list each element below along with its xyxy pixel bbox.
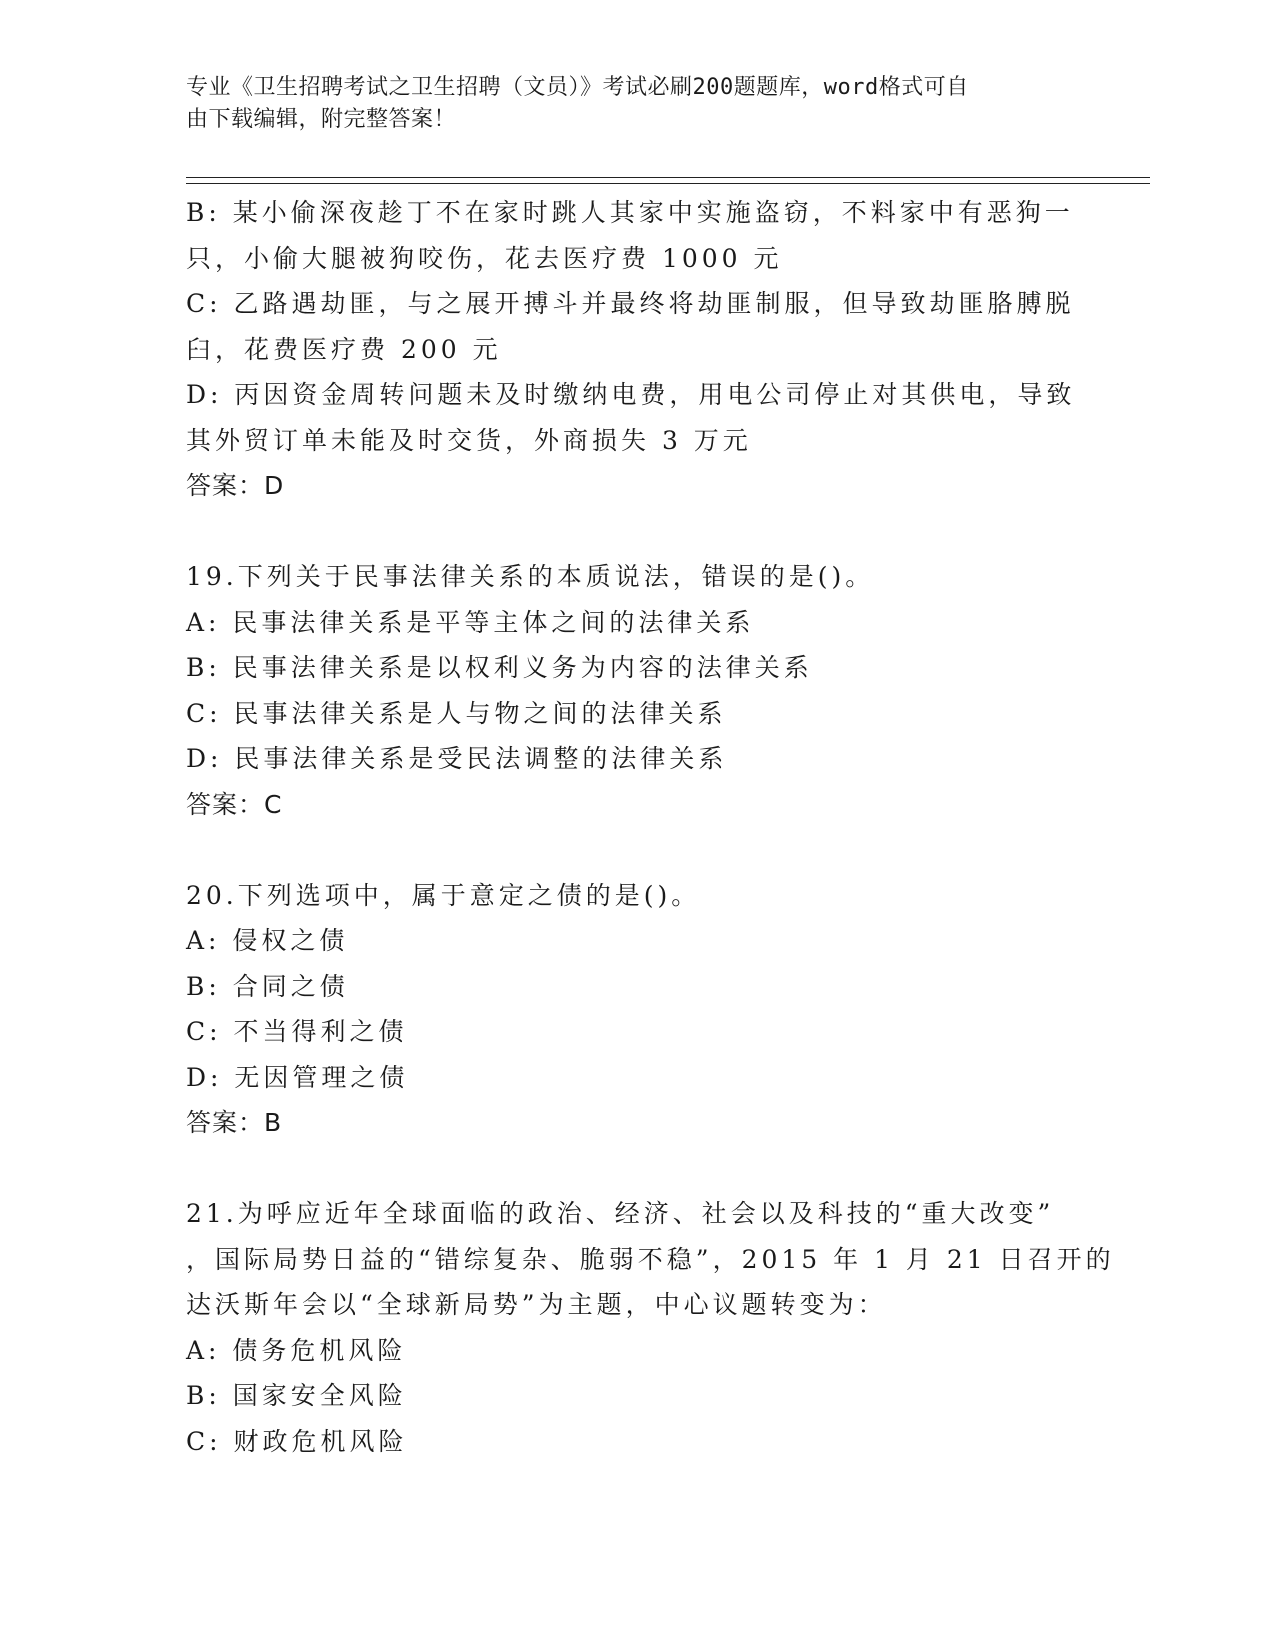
option-b: B: 合同之债 <box>186 971 349 1001</box>
document-body <box>186 190 1115 1464</box>
option-a: A: 民事法律关系是平等主体之间的法律关系 <box>186 607 755 637</box>
option-b: B: 民事法律关系是以权利义务为内容的法律关系 <box>186 653 813 682</box>
option-d: D: 民事法律关系是受民法调整的法律关系 <box>186 744 728 773</box>
option-d-line-1: D: 丙因资金周转问题未及时缴纳电费，用电公司停止对其供电，导致 <box>186 380 1076 409</box>
option-b-line-1: B: 某小偷深夜趁丁不在家时跳人其家中实施盗窃，不料家中有恶狗一 <box>186 198 1074 227</box>
answer-18: 答案：D <box>186 471 285 500</box>
question-18 <box>186 190 1086 509</box>
question-text-line-2: ，国际局势日益的“错综复杂、脆弱不稳”，2015 年 1 月 21 日召开的 <box>186 1244 1115 1274</box>
option-c: C: 财政危机风险 <box>186 1426 408 1456</box>
option-c-line-2: 臼，花费医疗费 200 元 <box>186 334 502 364</box>
question-20 <box>186 873 1086 1146</box>
header-line-1: 专业《卫生招聘考试之卫生招聘（文员）》考试必刷200题题库，word格式可自 <box>186 75 969 100</box>
option-c: C: 民事法律关系是人与物之间的法律关系 <box>186 698 727 728</box>
answer-20: 答案：B <box>186 1108 283 1137</box>
option-b-line-2: 只，小偷大腿被狗咬伤，花去医疗费 1000 元 <box>186 243 783 273</box>
header-divider-bottom <box>186 183 1150 184</box>
option-a: A: 侵权之债 <box>186 926 349 955</box>
option-d: D: 无因管理之债 <box>186 1062 409 1092</box>
document-header <box>186 72 1066 136</box>
option-a: A: 债务危机风险 <box>186 1335 407 1365</box>
spacer <box>186 1146 1086 1192</box>
spacer <box>186 509 1086 555</box>
question-text-line-1: 21.为呼应近年全球面临的政治、经济、社会以及科技的“重大改变” <box>186 1199 1055 1228</box>
option-d-line-2: 其外贸订单未能及时交货，外商损失 3 万元 <box>186 425 752 455</box>
question-text: 19.下列关于民事法律关系的本质说法，错误的是()。 <box>186 562 875 591</box>
option-c: C: 不当得利之债 <box>186 1017 408 1046</box>
spacer <box>186 827 1086 873</box>
question-21 <box>186 1191 1115 1464</box>
header-divider-top <box>186 177 1150 178</box>
option-c-line-1: C: 乙路遇劫匪，与之展开搏斗并最终将劫匪制服，但导致劫匪胳膊脱 <box>186 289 1075 318</box>
question-text: 20.下列选项中，属于意定之债的是()。 <box>186 880 701 910</box>
header-line-2: 由下载编辑，附完整答案！ <box>186 107 457 132</box>
question-text-line-3: 达沃斯年会以“全球新局势”为主题，中心议题转变为： <box>186 1290 887 1319</box>
answer-19: 答案：C <box>186 789 283 819</box>
question-19 <box>186 554 1086 827</box>
option-b: B: 国家安全风险 <box>186 1381 407 1410</box>
